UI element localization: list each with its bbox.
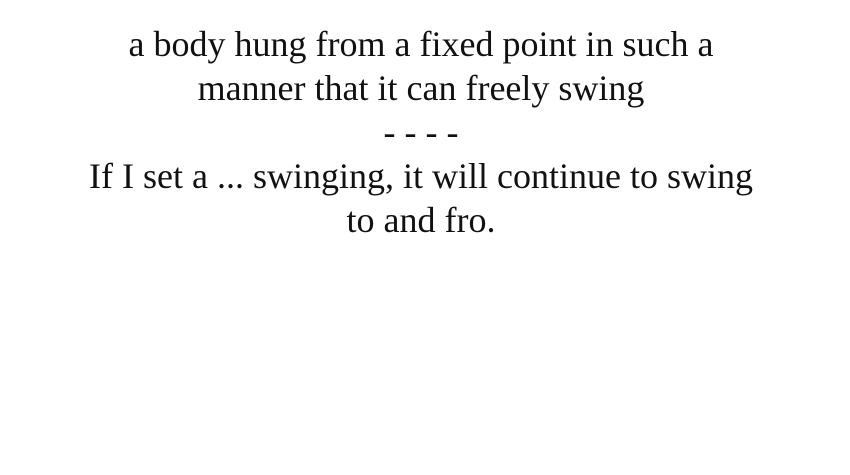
separator: - - - - xyxy=(383,112,459,152)
example-line-1: If I set a ... swinging, it will continue to swing xyxy=(89,156,753,196)
definition-line-2: manner that it can freely swing xyxy=(197,68,645,108)
definition-text xyxy=(40,22,802,110)
example-sentence xyxy=(40,154,802,242)
example-line-2: to and fro. xyxy=(346,200,496,240)
definition-line-1: a body hung from a fixed point in such a xyxy=(128,24,714,64)
